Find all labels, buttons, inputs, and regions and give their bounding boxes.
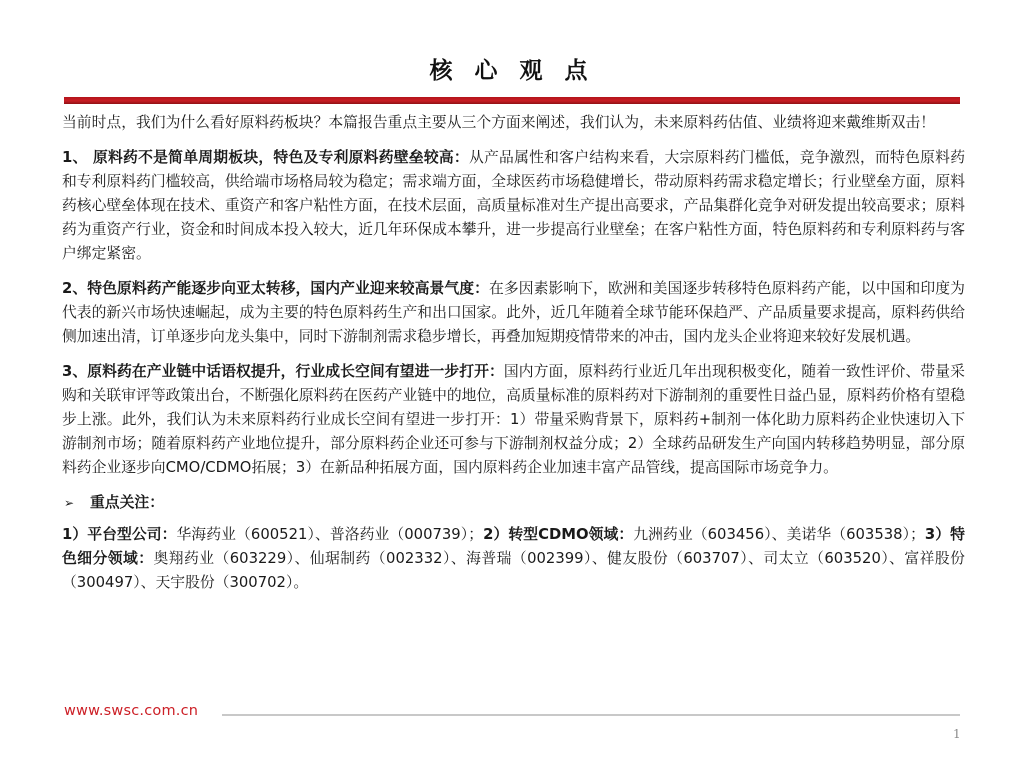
- focus-companies-paragraph: [62, 523, 965, 595]
- focus-group-label-2: 2）转型CDMO领域：: [483, 526, 634, 543]
- point-paragraph-2: [62, 277, 965, 349]
- footer-divider: [222, 714, 960, 716]
- intro-paragraph: 当前时点，我们为什么看好原料药板块？本篇报告重点主要从三个方面来阐述，我们认为，未来原料药估值、业绩将迎来戴维斯双击！: [62, 114, 936, 131]
- focus-heading-row: [62, 491, 965, 515]
- focus-group-label-1: 1）平台型公司：: [62, 526, 177, 543]
- focus-heading: 重点关注：: [90, 494, 164, 511]
- point-paragraph-1: [62, 146, 965, 266]
- page-title: 核 心 观 点: [429, 58, 595, 84]
- point-paragraph-3: [62, 360, 965, 480]
- point-body-2: 在多因素影响下，欧洲和美国逐步转移特色原料药产能，以中国和印度为代表的新兴市场快速崛起，成为主要的特色原料药生产和出口国家。此外，近几年随着全球节能环保趋严、产品质量要求提高，原料药供给侧加速出清，订单逐步向龙头集中，同时下游制剂需求稳步增长，再叠加短期疫情带来的冲击，国内龙头企业将迎来较好发展机遇。: [62, 280, 965, 345]
- main-content: [62, 111, 965, 606]
- point-heading-2: 2、特色原料药产能逐步向亚太转移，国内产业迎来较高景气度：: [62, 280, 489, 297]
- focus-group-label-3: 3）特色细分领域：: [62, 526, 965, 567]
- title-underline: [64, 97, 960, 104]
- page-number: 1: [953, 727, 961, 741]
- focus-group-companies-2: 九洲药业（603456）、美诺华（603538）；: [633, 526, 925, 543]
- point-heading-1: 1、 原料药不是简单周期板块，特色及专利原料药壁垒较高：: [62, 149, 469, 166]
- arrow-bullet-icon: ➢: [64, 496, 75, 510]
- focus-group-companies-1: 华海药业（600521）、普洛药业（000739）；: [176, 526, 484, 543]
- point-body-3: 国内方面，原料药行业近几年出现积极变化，随着一致性评价、带量采购和关联审评等政策出台，不断强化原料药在医药产业链中的地位，高质量标准的原料药对下游制剂的重要性日益凸显，原料药价格有望稳步上涨。此外，我们认为未来原料药行业成长空间有望进一步打开：1）带量采购背景下，原料药+制剂一体化助力原料药企业快速切入下游制剂市场；随着原料药产业地位提升，部分原料药企业还可参与下游制剂权益分成；2）全球药品研发生产向国内转移趋势明显，部分原料药企业逐步向CMO/CDMO拓展；3）在新品种拓展方面，国内原料药企业加速丰富产品管线，提高国际市场竞争力。: [62, 363, 965, 476]
- point-heading-3: 3、原料药在产业链中话语权提升，行业成长空间有望进一步打开：: [62, 363, 504, 380]
- focus-group-companies-3: 奥翔药业（603229）、仙琚制药（002332）、海普瑞（002399）、健友股份（603707）、司太立（603520）、富祥股份（300497）、天宇股份（300702）。: [62, 550, 965, 591]
- point-body-1: 从产品属性和客户结构来看，大宗原料药门槛低，竞争激烈，而特色原料药和专利原料药门槛较高，供给端市场格局较为稳定；需求端方面，全球医药市场稳健增长，带动原料药需求稳定增长；行业壁垒方面，原料药核心壁垒体现在技术、重资产和客户粘性方面，在技术层面，高质量标准对生产提出高要求，产品集群化竞争对研发提出较高要求；原料药为重资产行业，资金和时间成本投入较大，近几年环保成本攀升，进一步提高行业壁垒；在客户粘性方面，特色原料药和专利原料药与客户绑定紧密。: [62, 149, 965, 262]
- footer-website-link[interactable]: www.swsc.com.cn: [64, 703, 199, 719]
